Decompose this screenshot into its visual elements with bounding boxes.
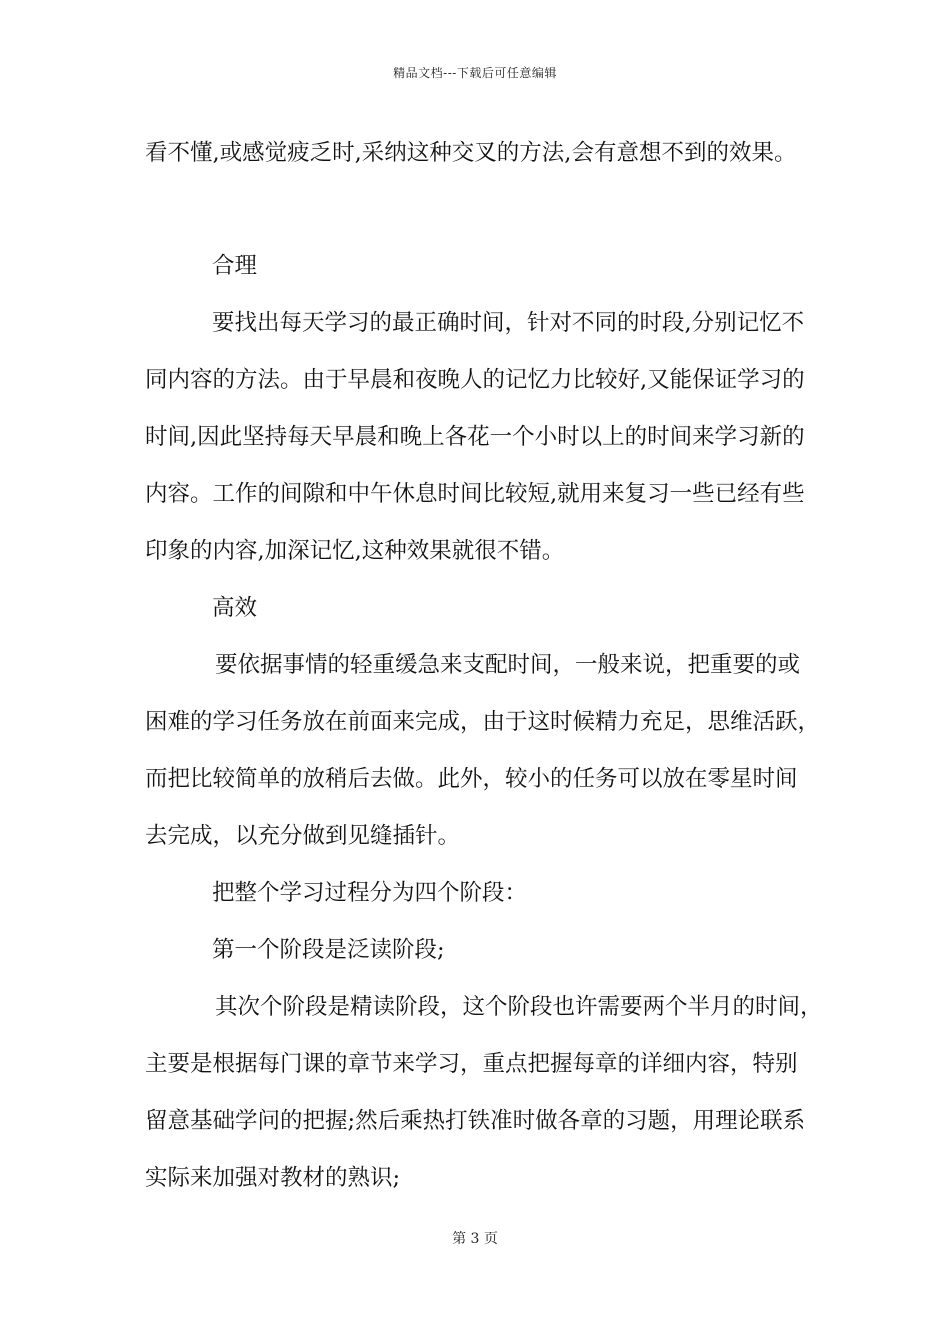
- body-line: 要找出每天学习的最正确时间，针对不同的时段,分别记忆不: [212, 310, 805, 336]
- body-line: 实际来加强对教材的熟识;: [145, 1165, 401, 1191]
- body-line: 去完成，以充分做到见缝插针。: [145, 823, 461, 849]
- body-line: 把整个学习过程分为四个阶段：: [212, 880, 528, 906]
- page-header: 精品文档---下载后可任意编辑: [393, 66, 557, 80]
- section-heading: 合理: [212, 253, 258, 279]
- body-line: 困难的学习任务放在前面来完成，由于这时候精力充足，思维活跃，: [145, 709, 821, 735]
- body-line: 时间,因此坚持每天早晨和晚上各花一个小时以上的时间来学习新的: [145, 424, 805, 450]
- body-line: 主要是根据每门课的章节来学习，重点把握每章的详细内容，特别: [145, 1051, 798, 1077]
- body-line: 同内容的方法。由于早晨和夜晚人的记忆力比较好,又能保证学习的: [145, 367, 805, 393]
- body-line: 看不懂,或感觉疲乏时,采纳这种交叉的方法,会有意想不到的效果。: [145, 140, 797, 166]
- body-line: 第一个阶段是泛读阶段;: [212, 937, 445, 963]
- page-number: 第 3 页: [452, 1231, 498, 1247]
- body-line: 而把比较简单的放稍后去做。此外，较小的任务可以放在零星时间: [145, 766, 798, 792]
- body-line: 留意基础学问的把握;然后乘热打铁准时做各章的习题，用理论联系: [145, 1108, 806, 1134]
- body-line: 内容。工作的间隙和中午休息时间比较短,就用来复习一些已经有些: [145, 481, 805, 507]
- body-line: 印象的内容,加深记忆,这种效果就很不错。: [145, 538, 565, 564]
- body-line: 要依据事情的轻重缓急来支配时间，一般来说，把重要的或: [215, 652, 801, 678]
- section-heading: 高效: [212, 595, 258, 621]
- body-line: 其次个阶段是精读阶段，这个阶段也许需要两个半月的时间，: [215, 994, 823, 1020]
